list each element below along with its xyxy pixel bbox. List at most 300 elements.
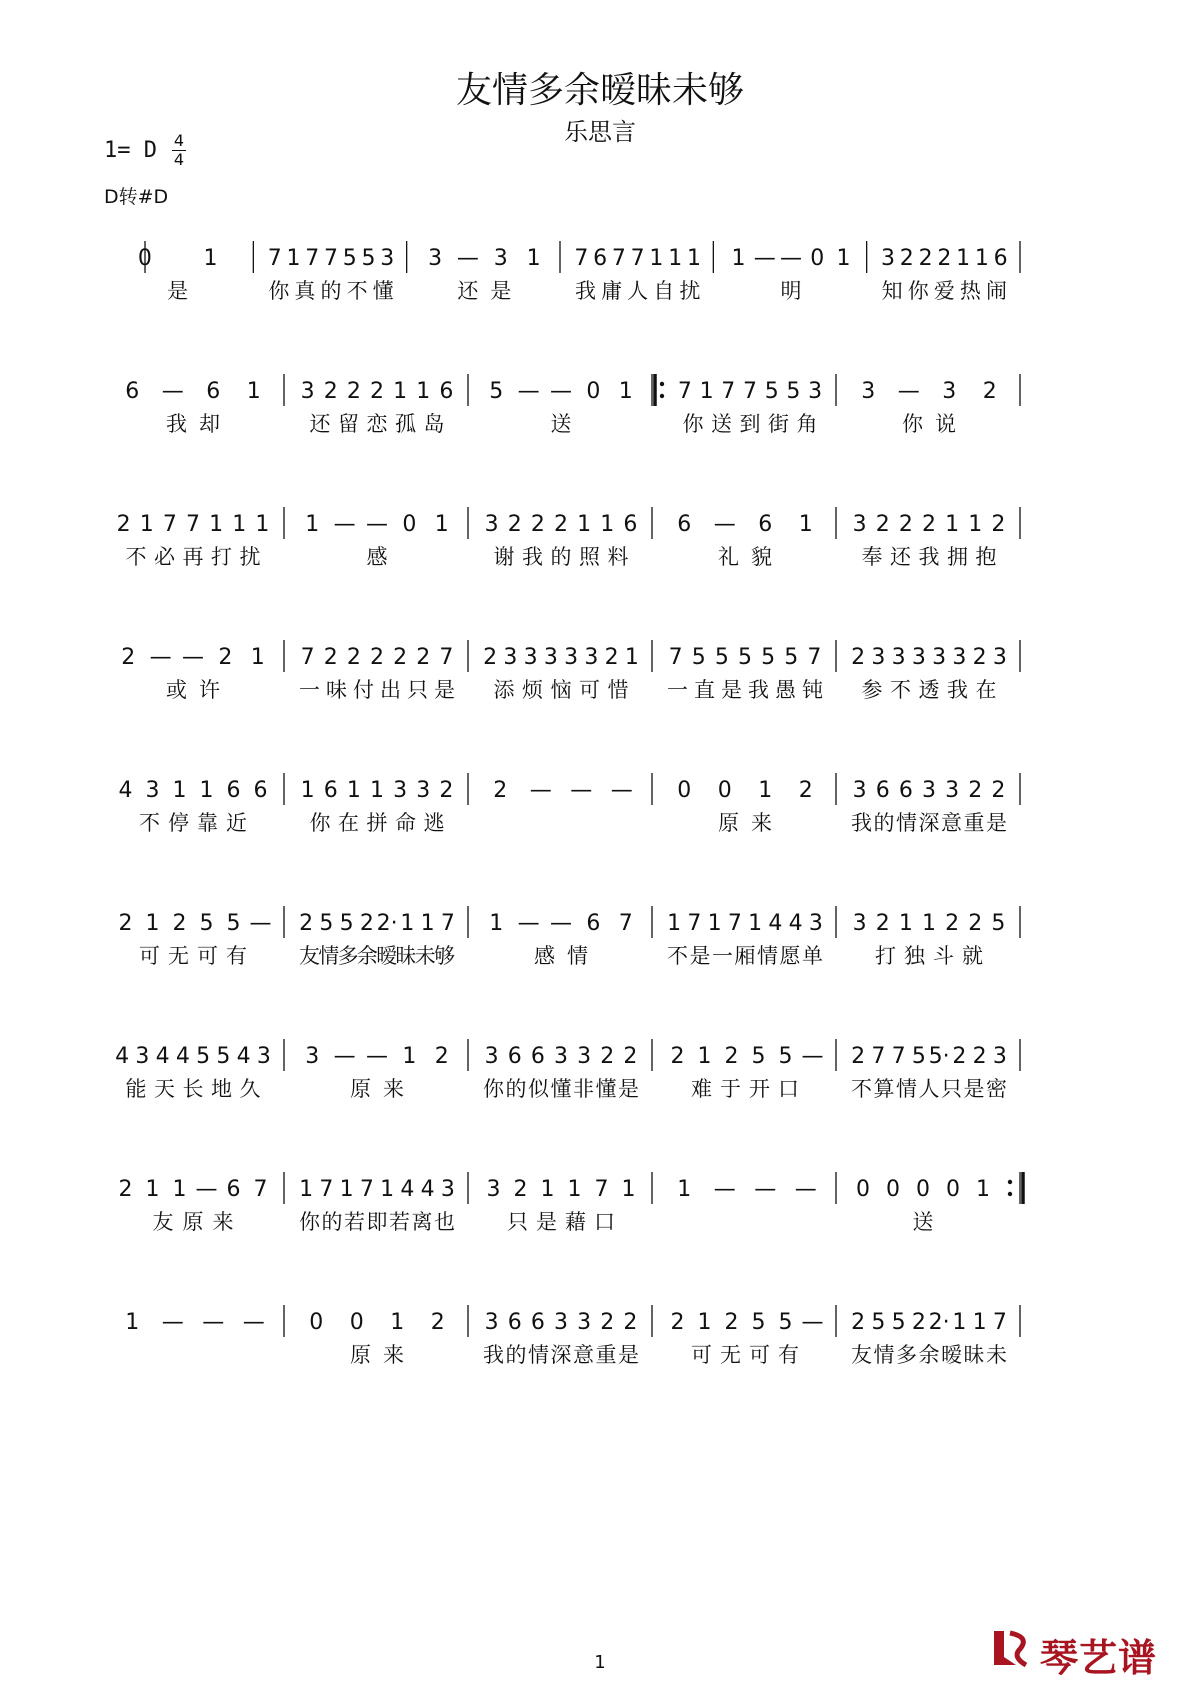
- note-digit: 1: [489, 911, 504, 936]
- dash-extension: —: [529, 778, 552, 803]
- lyric-text: 友情多余暧昧未: [851, 1343, 1007, 1367]
- note-digit: 2: [430, 1310, 445, 1335]
- note-digit: 6: [125, 379, 140, 404]
- dash-extension: —: [161, 379, 184, 404]
- note-digit: 1: [402, 1044, 417, 1069]
- note-digit: 2: [623, 1310, 638, 1335]
- lyric-text: 你在拼命逃: [309, 811, 445, 835]
- lyric-text: 送: [550, 412, 572, 436]
- note-digit: 0: [856, 1177, 870, 1202]
- note-digit: 1: [286, 246, 301, 271]
- note-digit: 1: [699, 379, 714, 404]
- note-digit: 3: [922, 778, 936, 803]
- lyric-text: 你的若即若离也: [299, 1210, 455, 1234]
- dash-extension: —: [713, 512, 736, 537]
- note-digit: 7: [253, 1177, 268, 1202]
- note-digit: 2: [370, 379, 384, 404]
- note-digit: 2: [945, 911, 960, 936]
- note-digit: 3: [145, 778, 160, 803]
- note-digit: 1: [232, 512, 247, 537]
- dash-extension: —: [550, 911, 572, 936]
- note-digit: 1: [346, 778, 361, 803]
- note-digit: 2·: [376, 911, 398, 936]
- lyric-text: 不算情人只是密: [851, 1077, 1007, 1101]
- note-digit: 7: [439, 645, 454, 670]
- note-digit: 2: [972, 1044, 987, 1069]
- note-digit: 5·: [928, 1044, 950, 1069]
- note-digit: 5: [761, 645, 776, 670]
- note-digit: 2: [968, 778, 983, 803]
- note-digit: 3: [881, 246, 896, 271]
- lyric-text: 友原来: [152, 1210, 234, 1234]
- note-digit: 1: [203, 246, 218, 271]
- note-digit: 1: [300, 778, 315, 803]
- note-digit: 5: [738, 645, 752, 670]
- note-digit: 6: [507, 1044, 522, 1069]
- note-digit: 1: [172, 778, 187, 803]
- note-digit: 3: [891, 645, 906, 670]
- note-digit: 3: [493, 246, 508, 271]
- note-digit: 7: [891, 1044, 906, 1069]
- note-digit: 2: [493, 778, 508, 803]
- note-digit: 2: [218, 645, 233, 670]
- lyric-text: 或许: [166, 678, 220, 702]
- note-digit: 1: [416, 379, 431, 404]
- note-digit: 7: [743, 379, 757, 404]
- note-digit: 2: [172, 911, 187, 936]
- note-digit: 1: [836, 246, 851, 271]
- note-digit: 2: [922, 512, 936, 537]
- lyric-text: 不停靠近: [139, 811, 247, 835]
- note-digit: 5: [871, 1310, 886, 1335]
- note-digit: 7: [319, 1177, 334, 1202]
- lyric-text: 还留恋孤岛: [309, 412, 445, 436]
- note-digit: 6: [875, 778, 890, 803]
- lyric-text: 添烦恼可惜: [493, 678, 629, 702]
- note-digit: 7: [871, 1044, 886, 1069]
- note-digit: 2: [851, 645, 866, 670]
- note-digit: 6: [206, 379, 221, 404]
- note-digit: 1: [600, 512, 615, 537]
- note-digit: 5: [319, 911, 334, 936]
- note-digit: 1: [748, 911, 763, 936]
- lyric-text: 我庸人自扰: [575, 279, 701, 303]
- note-digit: 3: [852, 911, 867, 936]
- note-digit: 1: [209, 512, 224, 537]
- lyric-text: 原来: [350, 1077, 404, 1101]
- note-digit: 3: [554, 1044, 568, 1069]
- dash-extension: —: [366, 1044, 388, 1069]
- note-digit: 1: [255, 512, 270, 537]
- note-digit: 0: [886, 1177, 900, 1202]
- note-digit: 1: [380, 1177, 395, 1202]
- note-digit: 6: [677, 512, 692, 537]
- note-digit: 0: [916, 1177, 930, 1202]
- song-title: 友情多余暧昧未够: [455, 70, 744, 111]
- note-digit: 1: [697, 1044, 712, 1069]
- dash-extension: —: [182, 645, 204, 670]
- note-digit: 7: [668, 645, 683, 670]
- lyric-text: 我却: [166, 412, 220, 436]
- note-digit: 1: [145, 911, 160, 936]
- lyric-text: 原来: [718, 811, 772, 835]
- note-digit: 2: [875, 911, 890, 936]
- note-digit: 0: [717, 778, 732, 803]
- note-digit: 1: [649, 246, 664, 271]
- note-digit: 5: [778, 1310, 793, 1335]
- dash-extension: —: [570, 778, 593, 803]
- lyric-text: 你真的不懂: [268, 279, 394, 303]
- lyric-text: 谢我的照料: [493, 545, 629, 569]
- note-digit: 2: [346, 379, 361, 404]
- note-digit: 6: [623, 512, 638, 537]
- note-digit: 3: [484, 1310, 499, 1335]
- lyric-text: 感情: [534, 944, 588, 968]
- dash-extension: —: [195, 1177, 218, 1202]
- note-digit: 1: [618, 379, 633, 404]
- note-digit: 3: [393, 778, 408, 803]
- dash-extension: —: [754, 1177, 777, 1202]
- note-digit: 5: [786, 379, 801, 404]
- note-digit: 1: [758, 778, 773, 803]
- note-digit: 1: [577, 512, 592, 537]
- note-digit: 0: [349, 1310, 364, 1335]
- note-digit: 2: [851, 1044, 866, 1069]
- note-digit: 2: [991, 778, 1006, 803]
- note-digit: 3: [852, 512, 867, 537]
- note-digit: 3: [256, 1044, 271, 1069]
- note-digit: 7: [721, 379, 736, 404]
- note-digit: 2: [898, 512, 913, 537]
- modulation-note: D转#D: [104, 186, 169, 208]
- key-signature: 1= D: [104, 138, 157, 163]
- note-digit: 7: [324, 246, 338, 271]
- note-digit: 6: [758, 512, 773, 537]
- dash-extension: —: [242, 1310, 265, 1335]
- lyric-text: 奉还我拥抱: [861, 545, 997, 569]
- note-digit: 1: [945, 512, 960, 537]
- note-digit: 2: [670, 1044, 685, 1069]
- note-digit: 3: [428, 246, 443, 271]
- note-digit: 3: [808, 379, 823, 404]
- brand-logo: [990, 1625, 1160, 1680]
- note-digit: 2: [600, 1310, 615, 1335]
- note-digit: 1: [526, 246, 541, 271]
- dash-extension: —: [801, 1310, 824, 1335]
- note-digit: 3: [942, 379, 957, 404]
- note-digit: 7: [440, 911, 455, 936]
- note-digit: 1: [250, 645, 265, 670]
- note-digit: 1: [798, 512, 813, 537]
- dash-extension: —: [202, 1310, 225, 1335]
- note-digit: 2: [724, 1044, 739, 1069]
- note-digit: 0: [309, 1310, 324, 1335]
- note-digit: 1: [420, 911, 435, 936]
- dash-extension: —: [333, 512, 356, 537]
- page-number: 1: [594, 1652, 606, 1673]
- note-digit: 6: [253, 778, 268, 803]
- note-digit: 1: [390, 1310, 405, 1335]
- note-digit: 3: [911, 645, 926, 670]
- note-digit: 1: [199, 778, 214, 803]
- note-digit: 1: [686, 246, 701, 271]
- note-digit: 3: [992, 1044, 1007, 1069]
- note-digit: 7: [687, 911, 702, 936]
- note-digit: 2: [991, 512, 1006, 537]
- note-digit: 2: [118, 911, 133, 936]
- note-digit: 1: [952, 1310, 967, 1335]
- lyric-text: 我的情深意重是: [851, 811, 1007, 835]
- note-digit: 3: [484, 1044, 499, 1069]
- note-digit: 3: [300, 379, 315, 404]
- lyric-text: 一直是我愚钝: [667, 678, 823, 702]
- note-digit: 5: [361, 246, 376, 271]
- note-digit: 4: [155, 1044, 170, 1069]
- dash-extension: —: [161, 1310, 184, 1335]
- note-digit: 1: [370, 778, 384, 803]
- note-digit: 3: [440, 1177, 455, 1202]
- note-digit: 4: [175, 1044, 190, 1069]
- dash-extension: —: [149, 645, 172, 670]
- repeat-dot: [1008, 1180, 1012, 1184]
- note-digit: 5: [226, 911, 241, 936]
- note-digit: 2: [416, 645, 431, 670]
- note-digit: 3: [952, 645, 967, 670]
- note-digit: 1: [299, 1177, 314, 1202]
- note-digit: 6: [898, 778, 913, 803]
- lyric-text: 你说: [902, 412, 956, 436]
- note-digit: 1: [974, 246, 989, 271]
- note-digit: 6: [586, 911, 601, 936]
- note-digit: 3: [577, 1044, 592, 1069]
- note-digit: 5: [339, 911, 354, 936]
- logo-text: 琴艺谱: [1040, 1636, 1158, 1680]
- note-digit: 5: [751, 1310, 766, 1335]
- logo-icon: [990, 1625, 1038, 1673]
- note-digit: 1: [339, 1177, 354, 1202]
- dash-extension: —: [713, 1177, 736, 1202]
- note-digit: 6: [226, 778, 241, 803]
- note-digit: 2: [875, 512, 890, 537]
- dash-extension: —: [517, 911, 540, 936]
- note-digit: 1: [567, 1177, 582, 1202]
- note-digit: 2: [952, 1044, 967, 1069]
- repeat-dot: [1008, 1192, 1012, 1196]
- dash-extension: —: [550, 379, 572, 404]
- lyric-text: 可无可有: [691, 1343, 799, 1367]
- note-digit: 1: [731, 246, 746, 271]
- note-digit: 1: [172, 1177, 187, 1202]
- note-digit: 7: [574, 246, 589, 271]
- note-digit: 7: [594, 1177, 609, 1202]
- note-digit: 5: [764, 379, 779, 404]
- note-digit: 3: [932, 645, 947, 670]
- note-digit: 2: [968, 911, 983, 936]
- note-digit: 2: [554, 512, 568, 537]
- note-digit: 7: [305, 246, 320, 271]
- lyric-text: 明: [780, 279, 802, 303]
- note-digit: 2: [530, 512, 545, 537]
- lyric-text: 原来: [350, 1343, 404, 1367]
- note-digit: 6: [226, 1177, 241, 1202]
- note-digit: 7: [162, 512, 177, 537]
- note-digit: 1: [976, 1177, 990, 1202]
- note-digit: 1: [400, 911, 415, 936]
- note-digit: 0: [677, 778, 692, 803]
- lyric-text: 送: [912, 1210, 934, 1234]
- lyric-text: 打独斗就: [875, 944, 983, 968]
- note-digit: 3: [871, 645, 886, 670]
- note-digit: 6: [530, 1310, 545, 1335]
- note-digit: 6: [593, 246, 608, 271]
- dash-extension: —: [780, 246, 802, 271]
- note-digit: 2: [724, 1310, 739, 1335]
- lyric-text: 参不透我在: [861, 678, 997, 702]
- note-digit: 0: [402, 512, 417, 537]
- note-digit: 2: [851, 1310, 866, 1335]
- note-digit: 3: [305, 1044, 320, 1069]
- note-digit: 3: [484, 512, 499, 537]
- note-digit: 5: [891, 1310, 906, 1335]
- note-digit: 4: [788, 911, 803, 936]
- note-digit: 3: [861, 379, 876, 404]
- note-digit: 6: [323, 778, 338, 803]
- lyric-text: 不必再打扰: [125, 545, 261, 569]
- note-digit: 7: [807, 645, 822, 670]
- note-digit: 2: [323, 379, 338, 404]
- note-digit: 0: [586, 379, 601, 404]
- note-digit: 7: [359, 1177, 374, 1202]
- note-digit: 7: [992, 1310, 1007, 1335]
- note-digit: 2: [116, 512, 131, 537]
- note-digit: 2: [600, 1044, 615, 1069]
- note-digit: 3: [543, 645, 558, 670]
- note-digit: 5: [196, 1044, 211, 1069]
- dash-extension: —: [249, 911, 272, 936]
- note-digit: 7: [727, 911, 742, 936]
- note-digit: 2: [346, 645, 361, 670]
- note-digit: 2: [299, 911, 314, 936]
- note-digit: 0: [137, 246, 152, 271]
- note-digit: 5: [991, 911, 1006, 936]
- note-digit: 4: [115, 1044, 130, 1069]
- note-digit: 2: [439, 778, 454, 803]
- note-digit: 6: [507, 1310, 522, 1335]
- lyric-text: 你送到街角: [682, 412, 818, 436]
- note-digit: 1: [677, 1177, 692, 1202]
- note-digit: 5: [784, 645, 799, 670]
- note-digit: 2: [483, 645, 498, 670]
- note-digit: 1: [125, 1310, 140, 1335]
- note-digit: 1: [624, 645, 639, 670]
- lyric-text: 一味付出只是: [299, 678, 455, 702]
- note-digit: 6: [993, 246, 1008, 271]
- note-digit: 3: [808, 911, 823, 936]
- note-digit: 1: [922, 911, 936, 936]
- note-digit: 7: [630, 246, 645, 271]
- note-digit: 3: [945, 778, 960, 803]
- lyric-text: 难于开口: [691, 1077, 799, 1101]
- note-digit: 7: [300, 645, 315, 670]
- note-digit: 2: [972, 645, 987, 670]
- note-digit: 1: [668, 246, 683, 271]
- note-digit: 2: [370, 645, 384, 670]
- note-digit: 2: [982, 379, 997, 404]
- note-digit: 3: [135, 1044, 150, 1069]
- note-digit: 2: [918, 246, 933, 271]
- note-digit: 5: [216, 1044, 231, 1069]
- note-digit: 5: [751, 1044, 766, 1069]
- note-digit: 1: [145, 1177, 160, 1202]
- repeat-dot: [660, 382, 664, 386]
- note-digit: 2: [507, 512, 522, 537]
- lyric-text: 知你爱热闹: [881, 279, 1007, 303]
- dash-extension: —: [517, 379, 540, 404]
- note-digit: 2: [121, 645, 136, 670]
- dash-extension: —: [801, 1044, 824, 1069]
- note-digit: 2: [513, 1177, 528, 1202]
- note-digit: 5: [778, 1044, 793, 1069]
- note-digit: 2: [359, 911, 374, 936]
- note-digit: 5: [489, 379, 504, 404]
- note-digit: 1: [621, 1177, 636, 1202]
- note-digit: 5: [911, 1044, 926, 1069]
- note-digit: 1: [434, 512, 449, 537]
- note-digit: 7: [618, 911, 633, 936]
- lyric-text: 是: [167, 279, 189, 303]
- note-digit: 1: [707, 911, 722, 936]
- dash-extension: —: [456, 246, 479, 271]
- note-digit: 2: [670, 1310, 685, 1335]
- note-digit: 2: [604, 645, 619, 670]
- note-digit: 4: [400, 1177, 415, 1202]
- dash-extension: —: [897, 379, 920, 404]
- artist-name: 乐思言: [564, 118, 636, 146]
- note-digit: 1: [139, 512, 154, 537]
- note-digit: 4: [118, 778, 133, 803]
- note-digit: 2: [911, 1310, 926, 1335]
- note-digit: 2: [899, 246, 914, 271]
- note-digit: 7: [611, 246, 626, 271]
- note-digit: 3: [992, 645, 1007, 670]
- time-signature-bottom: 4: [173, 150, 185, 169]
- note-digit: 2: [937, 246, 952, 271]
- note-digit: 1: [246, 379, 261, 404]
- lyric-text: 不是一厢情愿单: [667, 944, 823, 968]
- note-digit: 5: [342, 246, 357, 271]
- note-digit: 1: [697, 1310, 712, 1335]
- note-digit: 5: [199, 911, 214, 936]
- note-digit: 2: [393, 645, 408, 670]
- note-digit: 5: [714, 645, 729, 670]
- note-digit: 1: [972, 1310, 987, 1335]
- lyric-text: 你的似懂非懂是: [483, 1077, 639, 1101]
- note-digit: 1: [898, 911, 913, 936]
- dash-extension: —: [794, 1177, 817, 1202]
- lyric-text: 能天长地久: [125, 1077, 261, 1101]
- note-digit: 1: [393, 379, 408, 404]
- note-digit: 1: [540, 1177, 555, 1202]
- note-digit: 0: [946, 1177, 960, 1202]
- note-digit: 2: [623, 1044, 638, 1069]
- dash-extension: —: [610, 778, 633, 803]
- note-digit: 3: [416, 778, 431, 803]
- note-digit: 3: [486, 1177, 501, 1202]
- note-digit: 1: [968, 512, 983, 537]
- note-digit: 3: [380, 246, 395, 271]
- note-digit: 6: [439, 379, 454, 404]
- note-digit: 4: [236, 1044, 251, 1069]
